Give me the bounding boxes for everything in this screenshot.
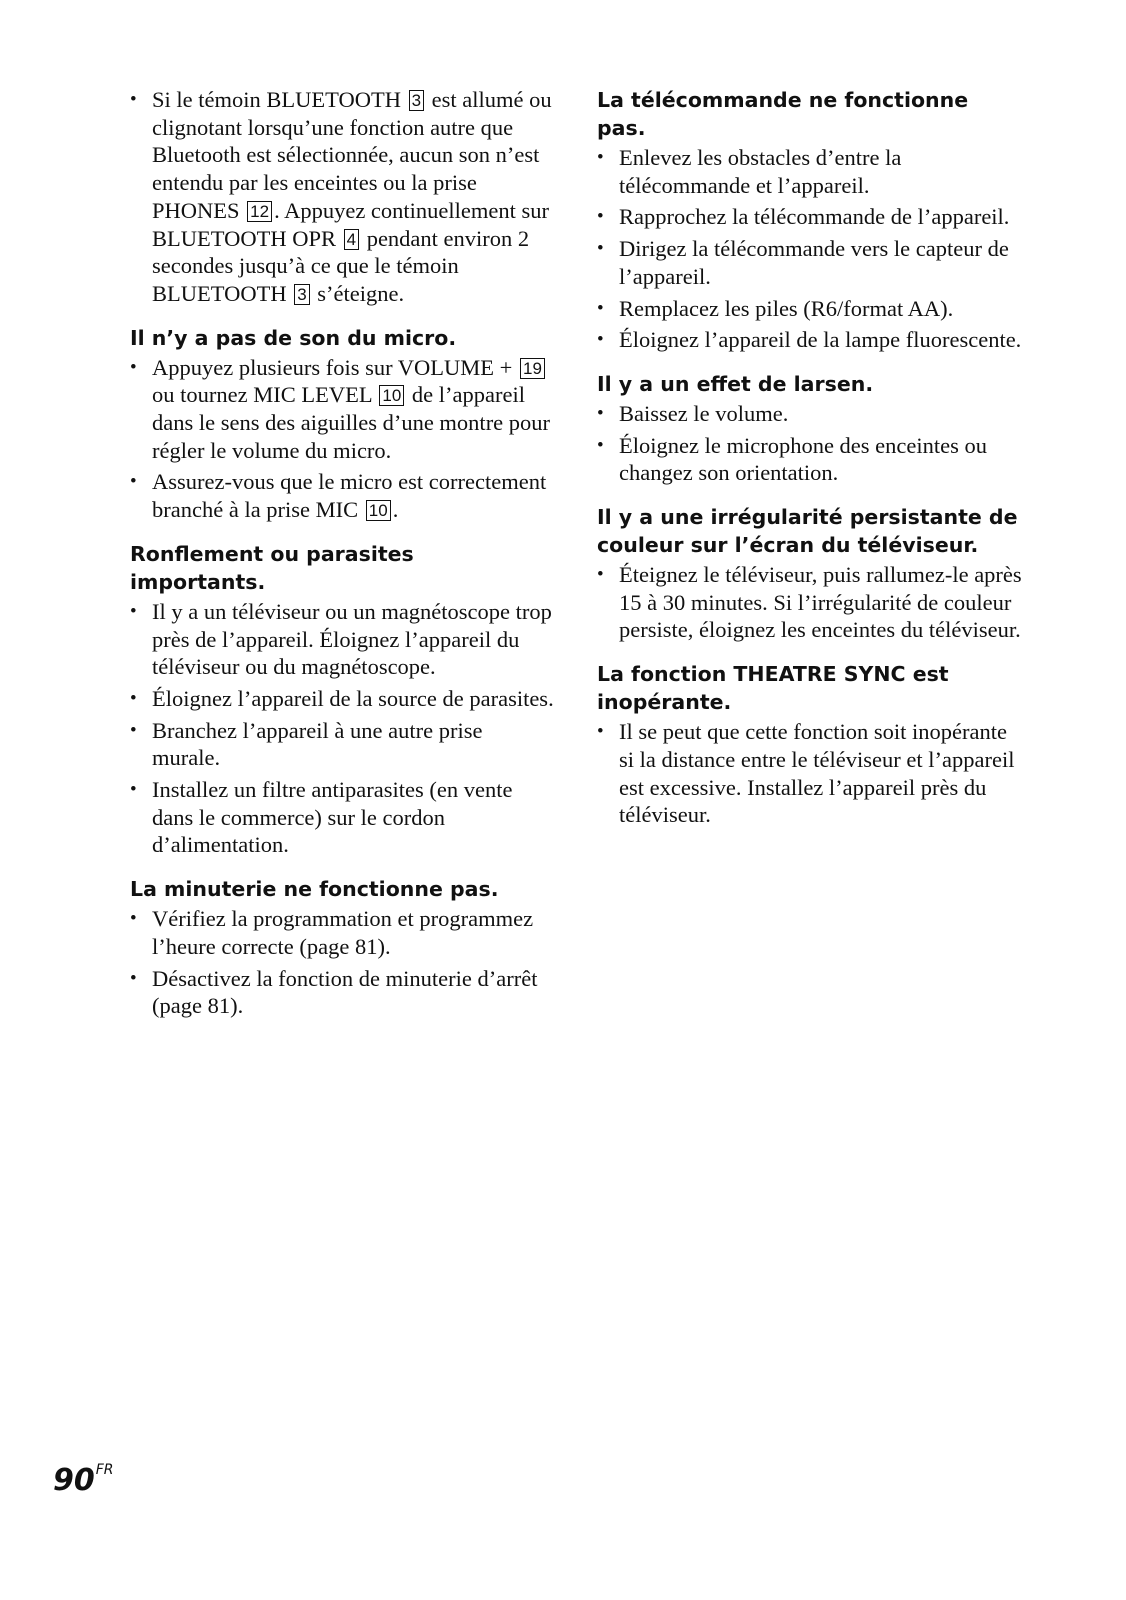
list-item bbox=[130, 717, 555, 772]
list-item bbox=[597, 561, 1022, 644]
item-text: Rapprochez la télécommande de l’appareil. bbox=[619, 204, 1010, 230]
page-number bbox=[53, 1463, 114, 1498]
list-item bbox=[130, 86, 555, 308]
item-text: Baissez le volume. bbox=[619, 400, 789, 426]
section-larsen bbox=[597, 370, 1022, 487]
list-item bbox=[130, 965, 555, 1020]
bullet-icon: • bbox=[597, 329, 604, 351]
bullet-icon: • bbox=[597, 238, 604, 260]
item-text: pendant environ 2 secondes jusqu’à ce que le témoin BLUETOOTH bbox=[152, 225, 530, 306]
item-text: Éloignez le microphone des enceintes ou changez son orientation. bbox=[619, 432, 987, 486]
section-theatre-sync bbox=[597, 660, 1022, 829]
item-text: Appuyez plusieurs fois sur VOLUME + bbox=[152, 354, 513, 380]
bullet-icon: • bbox=[597, 297, 604, 319]
callout-number: 3 bbox=[409, 90, 424, 111]
item-text: Vérifiez la programmation et programmez l’heure correcte (page 81). bbox=[152, 906, 534, 959]
section-heading: Il y a un effet de larsen. bbox=[597, 371, 874, 396]
section-heading: Il y a une irrégularité persistante de couleur sur l’écran du téléviseur. bbox=[597, 505, 1018, 558]
item-text: Si le témoin BLUETOOTH bbox=[152, 87, 401, 112]
bullet-icon: • bbox=[130, 356, 137, 378]
callout-number: 10 bbox=[366, 500, 391, 521]
section-heading: La fonction THEATRE SYNC est inopérante. bbox=[597, 662, 949, 715]
bullet-icon: • bbox=[597, 206, 604, 228]
list-item bbox=[597, 144, 1022, 199]
section-noise bbox=[130, 540, 555, 859]
item-text: . bbox=[392, 497, 399, 523]
bullet-icon: • bbox=[130, 908, 137, 930]
item-text: Il y a un téléviseur ou un magnétoscope trop près de l’appareil. Éloignez l’appareil du téléviseur ou du magnétoscope. bbox=[152, 598, 552, 680]
page-number-value: 90 bbox=[53, 1463, 95, 1498]
item-text: s’éteigne. bbox=[317, 280, 405, 306]
callout-number: 10 bbox=[379, 385, 404, 406]
callout-number: 12 bbox=[247, 201, 272, 222]
list-item bbox=[597, 718, 1022, 829]
section-no-mic-sound bbox=[130, 324, 555, 524]
item-text: Éloignez l’appareil de la source de parasites. bbox=[152, 685, 554, 711]
section-remote bbox=[597, 86, 1022, 354]
right-column bbox=[597, 86, 1022, 845]
list-item bbox=[130, 598, 555, 681]
section-bluetooth-note bbox=[130, 86, 555, 308]
list-item bbox=[130, 685, 555, 713]
bullet-icon: • bbox=[597, 147, 604, 168]
list-item bbox=[130, 354, 555, 465]
item-text: Enlevez les obstacles d’entre la télécommande et l’appareil. bbox=[619, 145, 902, 198]
bullet-icon: • bbox=[130, 687, 137, 709]
item-text: est allumé ou clignotant lorsqu’une fonction autre que Bluetooth est sélectionnée, aucun son n’est entendu par les enceintes ou la prise PHONES bbox=[152, 87, 552, 223]
section-heading: La télécommande ne fonctionne pas. bbox=[597, 88, 969, 140]
item-text: Branchez l’appareil à une autre prise murale. bbox=[152, 717, 483, 771]
item-text: Désactivez la fonction de minuterie d’arrêt (page 81). bbox=[152, 965, 538, 1019]
list-item bbox=[597, 326, 1022, 354]
section-heading: La minuterie ne fonctionne pas. bbox=[130, 877, 499, 902]
bullet-icon: • bbox=[130, 89, 137, 110]
callout-number: 3 bbox=[294, 284, 309, 305]
bullet-icon: • bbox=[597, 402, 604, 424]
list-item bbox=[597, 432, 1022, 487]
callout-number: 19 bbox=[520, 358, 545, 379]
list-item bbox=[597, 235, 1022, 290]
bullet-icon: • bbox=[597, 721, 604, 743]
list-item bbox=[597, 400, 1022, 428]
item-text: Il se peut que cette fonction soit inopérante si la distance entre le téléviseur et l’appareil est excessive. Installez l’appareil près du téléviseur. bbox=[619, 719, 1015, 828]
bullet-icon: • bbox=[130, 600, 137, 622]
list-item bbox=[597, 203, 1022, 231]
bullet-icon: • bbox=[130, 719, 137, 741]
section-timer bbox=[130, 875, 555, 1020]
list-item bbox=[130, 468, 555, 523]
item-text: Installez un filtre antiparasites (en vente dans le commerce) sur le cordon d’alimentation. bbox=[152, 777, 513, 858]
list-item bbox=[597, 295, 1022, 323]
bullet-icon: • bbox=[597, 564, 604, 586]
list-item bbox=[130, 905, 555, 960]
list-item bbox=[130, 776, 555, 859]
section-heading: Il n’y a pas de son du micro. bbox=[130, 325, 457, 350]
item-text: Dirigez la télécommande vers le capteur de l’appareil. bbox=[619, 236, 1009, 289]
bullet-icon: • bbox=[130, 779, 137, 801]
section-color bbox=[597, 503, 1022, 644]
item-text: de l’appareil dans le sens des aiguilles d’une montre pour régler le volume du micro. bbox=[152, 382, 551, 463]
left-column bbox=[130, 86, 555, 1036]
bullet-icon: • bbox=[130, 471, 137, 493]
item-text: Assurez-vous que le micro est correctement branché à la prise MIC bbox=[152, 469, 547, 523]
item-text: ou tournez MIC LEVEL bbox=[152, 382, 372, 408]
item-text: . Appuyez continuellement sur BLUETOOTH OPR bbox=[152, 197, 550, 251]
section-heading: Ronflement ou parasites importants. bbox=[130, 541, 414, 594]
bullet-icon: • bbox=[130, 967, 137, 989]
callout-number: 4 bbox=[344, 229, 359, 250]
item-text: Éteignez le téléviseur, puis rallumez-le après 15 à 30 minutes. Si l’irrégularité de couleur persiste, éloignez les enceintes du téléviseur. bbox=[619, 562, 1022, 643]
bullet-icon: • bbox=[597, 434, 604, 456]
item-text: Remplacez les piles (R6/format AA). bbox=[619, 295, 954, 321]
page-language-suffix: FR bbox=[95, 1462, 114, 1478]
item-text: Éloignez l’appareil de la lampe fluorescente. bbox=[619, 327, 1022, 353]
